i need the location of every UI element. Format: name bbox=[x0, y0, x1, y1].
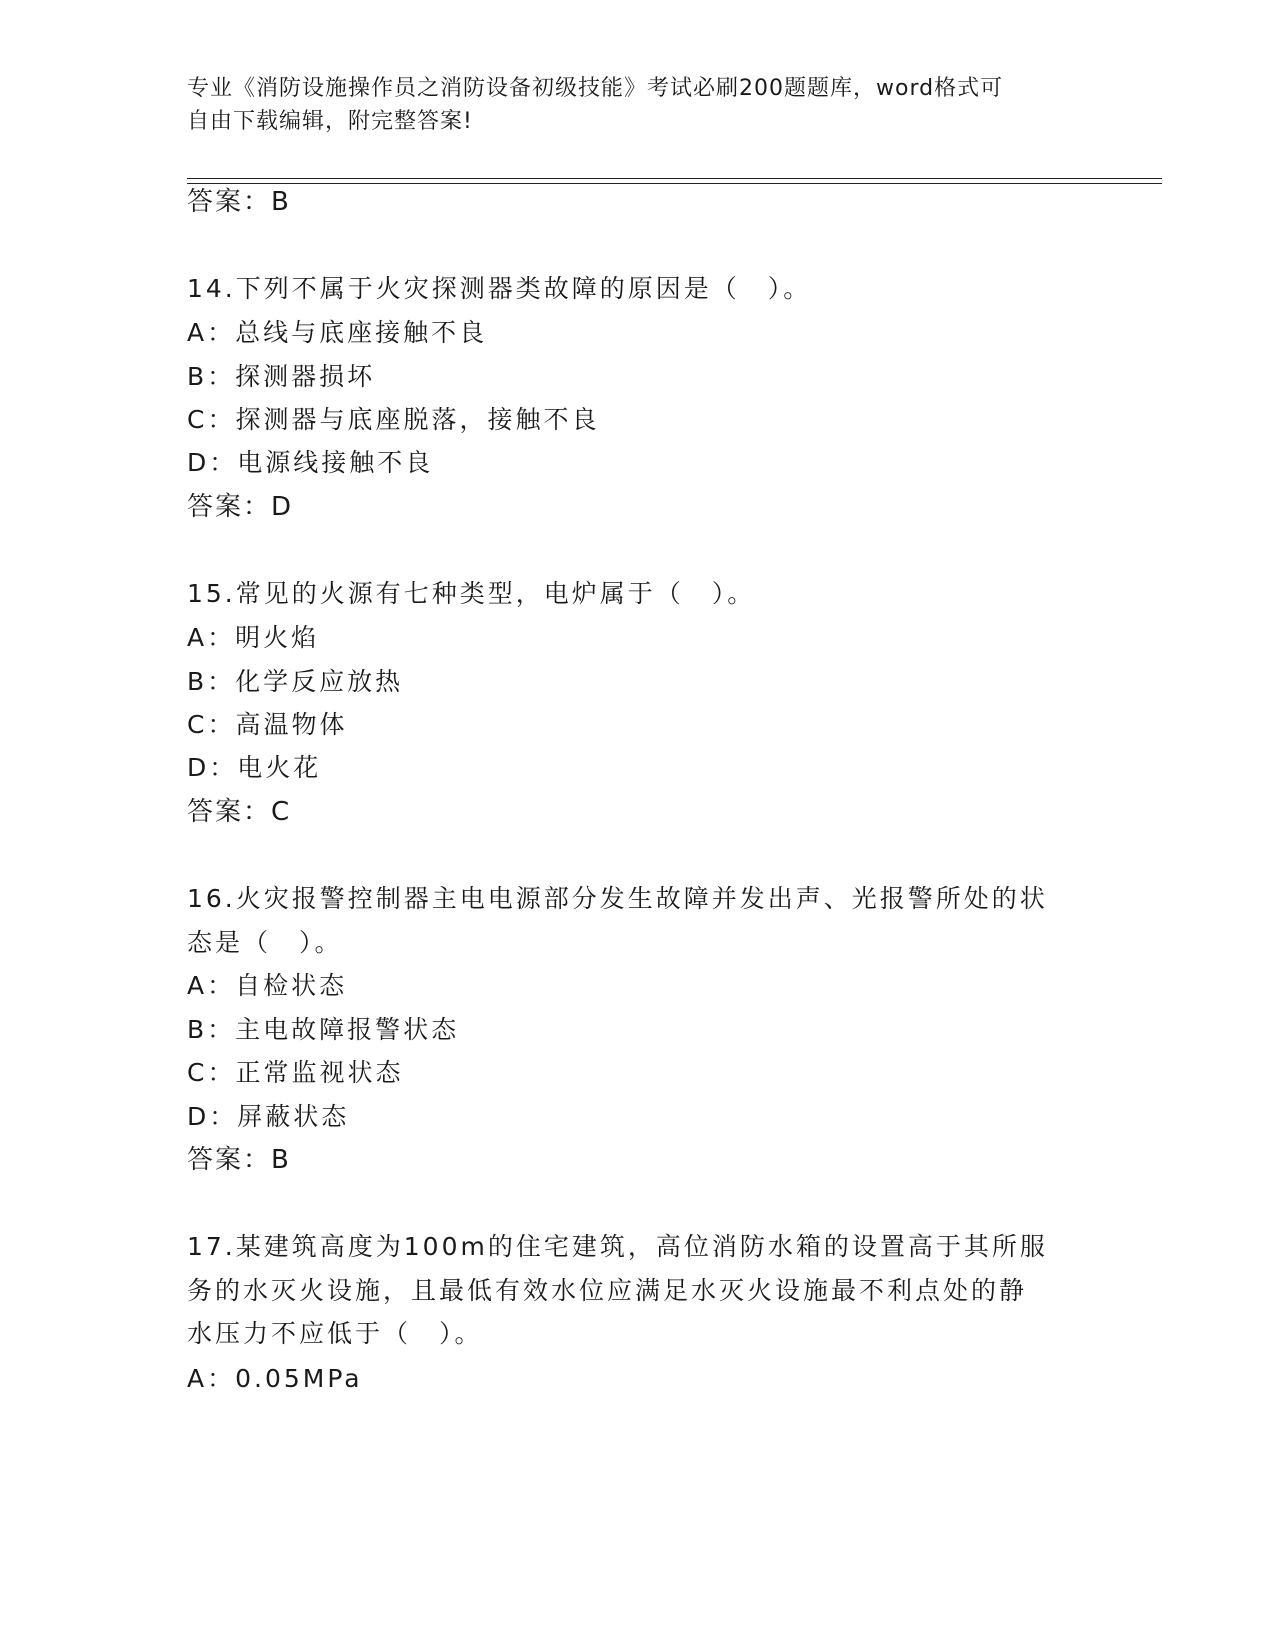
question-14-option-b: B：探测器损坏 bbox=[187, 362, 376, 391]
question-17-text-line-1: 17.某建筑高度为100m的住宅建筑，高位消防水箱的设置高于其所服 bbox=[187, 1232, 1048, 1261]
document-header bbox=[187, 72, 1087, 138]
question-15-text: 15.常见的火源有七种类型，电炉属于（ ）。 bbox=[187, 579, 756, 608]
question-16-text-line-2: 态是（ ）。 bbox=[187, 928, 343, 957]
question-17-option-a: A：0.05MPa bbox=[187, 1364, 363, 1393]
header-line-1: 专业《消防设施操作员之消防设备初级技能》考试必刷200题题库，word格式可 bbox=[187, 76, 1004, 101]
question-14-text: 14.下列不属于火灾探测器类故障的原因是（ ）。 bbox=[187, 274, 812, 303]
question-14-option-a: A：总线与底座接触不良 bbox=[187, 318, 488, 347]
header-line-2: 自由下载编辑，附完整答案! bbox=[187, 109, 473, 134]
question-14-answer: 答案：D bbox=[187, 492, 294, 522]
header-divider bbox=[187, 178, 1162, 184]
question-16-text-line-1: 16.火灾报警控制器主电电源部分发生故障并发出声、光报警所处的状 bbox=[187, 884, 1048, 913]
question-15-answer: 答案：C bbox=[187, 797, 292, 827]
question-15-option-c: C：高温物体 bbox=[187, 710, 348, 739]
question-16-option-c: C：正常监视状态 bbox=[187, 1058, 404, 1087]
question-15-option-b: B：化学反应放热 bbox=[187, 667, 404, 696]
question-16-option-d: D：屏蔽状态 bbox=[187, 1102, 350, 1131]
question-17-text-line-2: 务的水灭火设施，且最低有效水位应满足水灭火设施最不利点处的静 bbox=[187, 1276, 1028, 1305]
previous-answer: 答案：B bbox=[187, 187, 291, 217]
question-16-option-b: B：主电故障报警状态 bbox=[187, 1015, 460, 1044]
question-16-option-a: A：自检状态 bbox=[187, 971, 348, 1000]
question-17-text-line-3: 水压力不应低于（ ）。 bbox=[187, 1319, 483, 1348]
question-15-option-a: A：明火焰 bbox=[187, 623, 320, 652]
question-14-option-d: D：电源线接触不良 bbox=[187, 448, 434, 477]
question-16-answer: 答案：B bbox=[187, 1145, 291, 1175]
question-14-option-c: C：探测器与底座脱落，接触不良 bbox=[187, 405, 600, 434]
question-15-option-d: D：电火花 bbox=[187, 753, 322, 782]
